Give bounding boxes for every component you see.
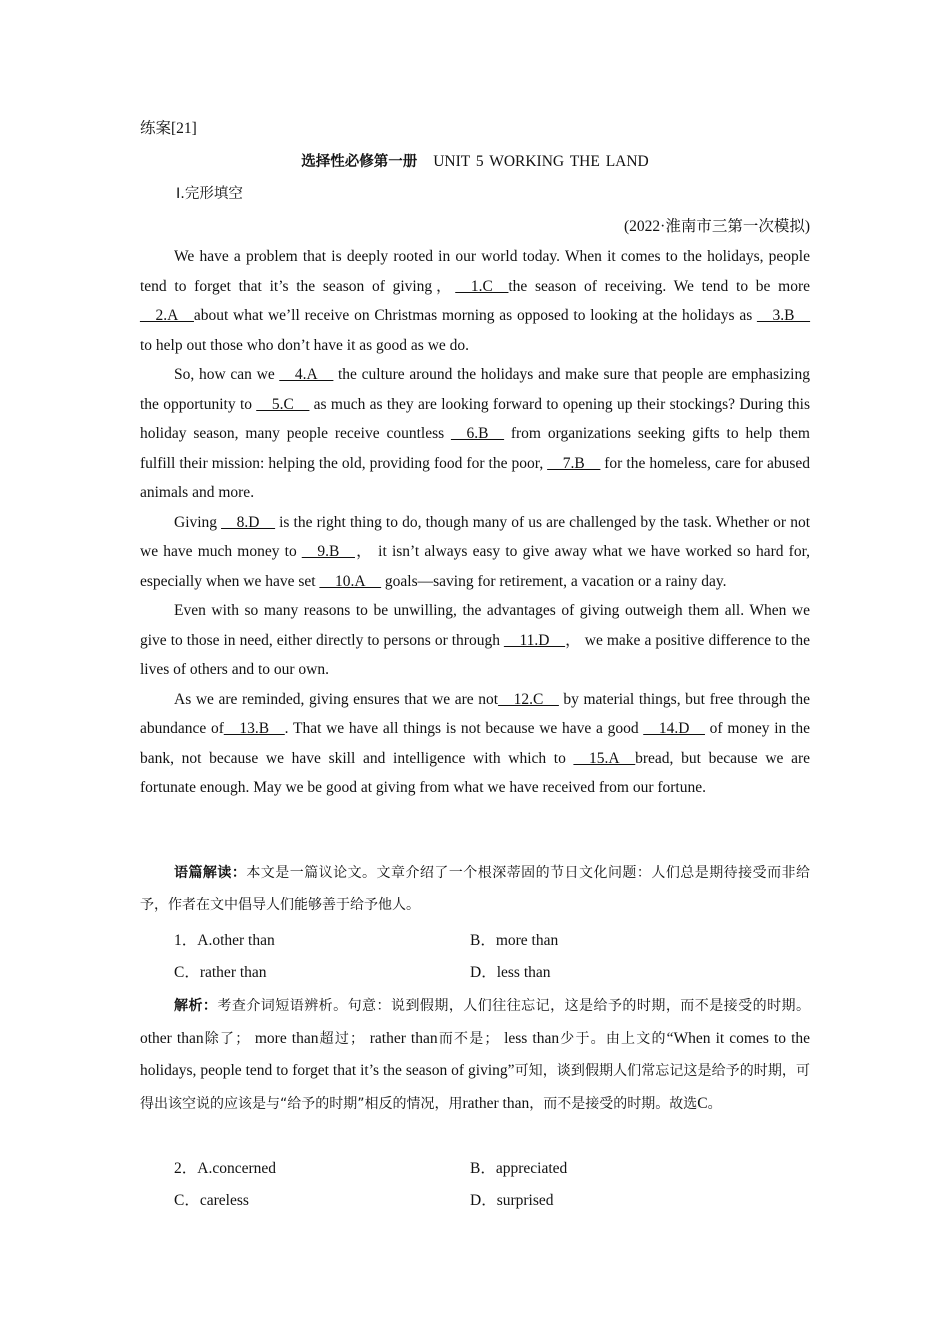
reading-summary: [140, 857, 810, 921]
analysis-label: 解析：: [174, 998, 218, 1014]
analysis-q1: 解析：考查介词短语辨析。句意：说到假期，人们往往忘记，这是给予的时期，而不是接受的时期。 other than除了； more than超过； rather than而不是； less than少于。由上文的“When it comes to the holidays, people tend to forget that it’s the season of giving”可知，谈到假期人们常忘记这是给予的时期，可得出该空说的应该是与“给予的时期”相反的情况，用rather than，而不是接受的时期。故选C。: [140, 998, 811, 1112]
paragraph-1: We have a problem that is deeply rooted in our world today. When it comes to the holidays, people tend to forget that it’s the season of giving，__1.C__the season of receiving. We tend to be more __2.A__about what we’ll receive on Christmas morning as opposed to looking at the holidays as __3.B__ to help out those who don’t have it as good as we do.: [140, 248, 810, 354]
question-1-options-row-1: [174, 925, 810, 957]
q1-option-b: B．more than: [470, 932, 559, 949]
blank-3: __3.B__: [757, 307, 810, 324]
q2-option-b: B．appreciated: [470, 1160, 568, 1177]
blank-13: __13.B__: [223, 720, 285, 737]
blank-1: __1.C__: [455, 277, 509, 295]
blank-2: __2.A__: [140, 307, 194, 324]
paragraph-4: Even with so many reasons to be unwilling, the advantages of giving outweigh them all. When we give to those in need, either directly to persons or through __11.D__， we make a positive difference to the lives of others and to our own.: [140, 602, 810, 678]
blank-15: __15.A__: [573, 749, 636, 767]
blank-5: __5.C__: [256, 395, 310, 413]
q1-option-d: D．less than: [470, 964, 551, 981]
cloze-passage: [140, 242, 810, 803]
paragraph-3: Giving __8.D__ is the right thing to do, though many of us are challenged by the task. Whether or not we have much money to __9.B__， it isn’t always easy to give away what we have worked so hard for, especially when we have set __10.A__ goals—saving for retirement, a vacation or a rainy day.: [140, 513, 811, 590]
q2-option-a: 2．A.concerned: [174, 1160, 276, 1177]
question-1-options-row-2: [174, 957, 810, 989]
q1-option-a: 1．A.other than: [174, 932, 275, 949]
q1-option-c: C．rather than: [174, 964, 267, 981]
section-heading: Ⅰ.完形填空: [176, 186, 243, 202]
blank-14: __14.D__: [643, 720, 705, 737]
blank-11: __11.D__: [503, 631, 565, 649]
unit-title: [140, 150, 810, 171]
question-2-options-row-1: [174, 1153, 810, 1185]
blank-10: __10.A__: [319, 572, 382, 590]
blank-4: __4.A__: [279, 366, 334, 383]
q2-option-c: C．careless: [174, 1192, 249, 1209]
question-2-options-row-2: [174, 1185, 810, 1217]
title-english: UNIT 5 WORKING THE LAND: [433, 153, 649, 170]
blank-12: __12.C__: [498, 690, 559, 708]
reading-summary-text: 本文是一篇议论文。文章介绍了一个根深蒂固的节日文化问题：人们总是期待接受而非给予，作者在文中倡导人们能够善于给予他人。: [140, 865, 811, 913]
title-chinese: 选择性必修第一册: [301, 154, 418, 170]
q2-option-d: D．surprised: [470, 1192, 554, 1209]
paragraph-2: So, how can we __4.A__ the culture around the holidays and make sure that people are emphasizing the opportunity to __5.C__ as much as they are looking forward to opening up their stockings? During this holiday season, many people receive countless __6.B__ from organizations seeking gifts to help them fulfill their mission: helping the old, providing food for the poor, __7.B__ for the homeless, care for abused animals and more.: [140, 366, 810, 501]
blank-6: __6.B__: [451, 425, 504, 442]
blank-7: __7.B__: [547, 454, 601, 472]
blank-9: __9.B__: [301, 543, 355, 560]
paragraph-5: As we are reminded, giving ensures that we are not__12.C__ by material things, but free through the abundance of__13.B__. That we have all things is not because we have a good __14.D__ of money in the bank, not because we have skill and intelligence with which to __15.A__bread, but because we are fortunate enough. May we be good at giving from what we have received from our fortune.: [140, 690, 810, 796]
reading-summary-label: 语篇解读：: [174, 865, 247, 881]
source-note: (2022·淮南市三第一次模拟): [624, 218, 810, 235]
exercise-label: 练案[21]: [140, 120, 197, 137]
blank-8: __8.D__: [221, 513, 275, 531]
